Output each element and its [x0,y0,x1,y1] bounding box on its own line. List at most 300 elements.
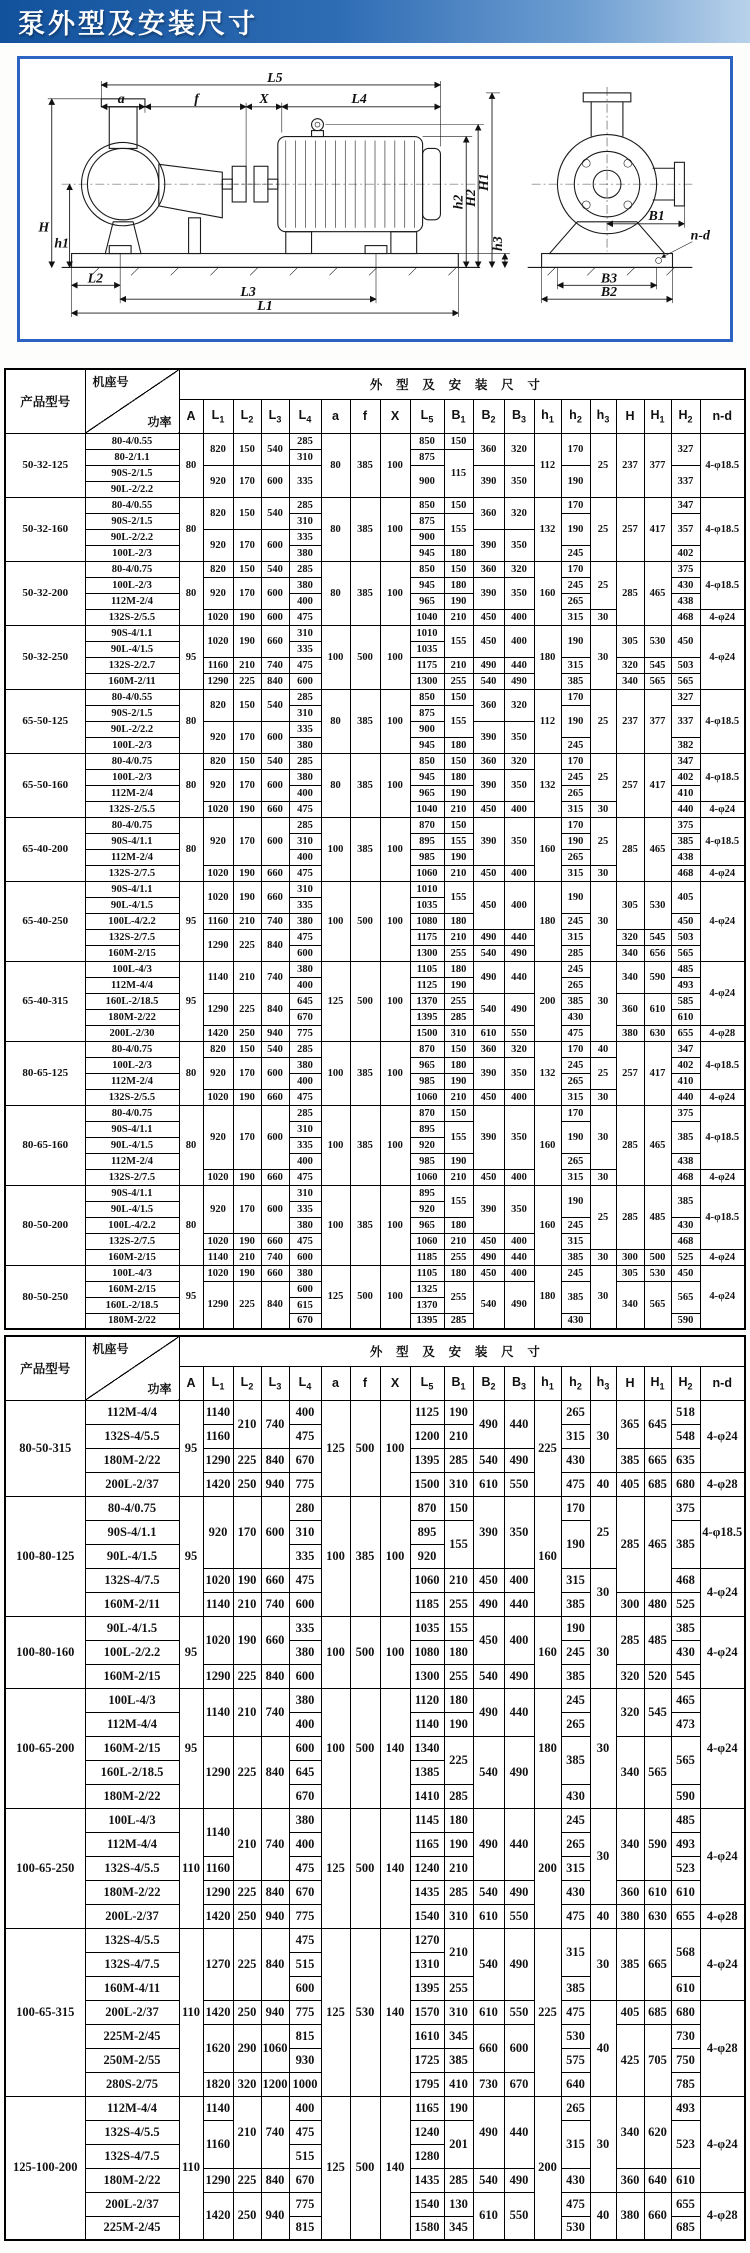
dim-value-cell: 1140 [203,1249,233,1265]
dim-value-cell: 895 [410,1121,444,1137]
dim-value-cell: 600 [289,945,321,961]
dim-value-cell: 400 [289,1712,321,1736]
dim-value-cell: 600 [261,1057,289,1089]
header-product-model: 产品型号 [5,369,85,433]
dim-value-cell: 645 [644,1400,671,1448]
dim-value-cell: 475 [289,1169,321,1185]
dim-value-cell: 490 [473,2096,504,2168]
dim-value-cell: 335 [289,1544,321,1568]
frame-power-cell: 100L-4/3 [85,961,179,977]
dim-value-cell: 347 [671,1041,700,1057]
dim-value-cell: 30 [590,2096,616,2192]
frame-power-cell: 90S-4/1.1 [85,625,179,641]
dim-value-cell: 30 [590,1616,616,1688]
dim-value-cell: 600 [261,1105,289,1169]
dim-value-cell: 300 [616,1592,644,1616]
dim-value-cell: 402 [671,1057,700,1073]
dim-value-cell: 660 [261,801,289,817]
dim-value-cell: 30 [590,625,616,689]
dim-value-cell: 100 [380,753,410,817]
dim-value-cell: 655 [671,1025,700,1041]
dim-value-cell: 1175 [410,929,444,945]
dim-value-cell: 670 [504,2072,534,2096]
dim-value-cell: 380 [289,577,321,593]
dim-value-cell: 255 [444,993,473,1009]
dim-value-cell: 155 [444,625,473,657]
dim-value-cell: 350 [504,1105,534,1169]
dim-value-cell: 565 [644,1736,671,1808]
dim-value-cell: 190 [233,801,261,817]
dim-value-cell: 95 [179,1496,203,1616]
dim-value-cell: 400 [504,1265,534,1281]
frame-power-cell: 112M-4/4 [85,977,179,993]
frame-power-cell: 90L-4/1.5 [85,1544,179,1568]
dim-value-cell: 540 [261,689,289,721]
dim-value-cell: 870 [410,1496,444,1520]
dim-value-cell: 1080 [410,1640,444,1664]
frame-power-cell: 90S-2/1.5 [85,465,179,481]
dim-value-cell: 610 [644,993,671,1025]
dim-value-cell: 210 [444,657,473,673]
dim-value-cell: 360 [473,753,504,769]
dim-value-cell: 180 [534,625,561,689]
dim-value-cell: 1540 [410,1904,444,1928]
dim-value-cell: 1060 [410,1568,444,1592]
dim-value-cell: 530 [644,881,671,929]
dim-value-cell: 940 [261,2000,289,2024]
dim-value-cell: 965 [410,593,444,609]
dim-value-cell: 245 [561,1808,590,1832]
dim-value-cell: 265 [561,1400,590,1424]
dim-value-cell: 100 [380,497,410,561]
dim-value-cell: 850 [410,497,444,513]
dim-value-cell: 380 [616,2192,644,2240]
dim-value-cell: 417 [644,1041,671,1105]
dim-value-cell: 1000 [289,2072,321,2096]
dim-value-cell: 600 [261,609,289,625]
dim-value-cell: 380 [289,545,321,561]
frame-power-cell: 160M-4/11 [85,1976,179,2000]
dim-value-cell: 30 [590,961,616,1041]
dim-value-cell: 870 [410,1041,444,1057]
dim-value-cell: 125 [321,1400,350,1496]
dim-value-cell: 775 [289,2192,321,2216]
dim-value-cell: 1200 [261,2072,289,2096]
dim-value-cell: 875 [410,449,444,465]
dim-value-cell: 840 [261,1736,289,1808]
dim-value-cell: 100 [321,817,350,881]
dim-value-cell: 840 [261,1281,289,1329]
dim-value-cell: 670 [289,1880,321,1904]
dim-value-cell: 190 [444,1712,473,1736]
dim-value-cell: 380 [289,769,321,785]
header-col-H2: $H_2$ [671,1366,700,1400]
dim-value-cell: 670 [289,1784,321,1808]
dim-value-cell: 132 [534,497,561,561]
dim-value-cell: 315 [561,1089,590,1105]
dim-value-cell: 400 [289,1832,321,1856]
dim-value-cell: 390 [473,1185,504,1233]
dim-value-cell: 4-φ24 [700,2096,745,2192]
frame-power-cell: 160L-2/18.5 [85,993,179,1009]
dim-value-cell: 225 [233,2168,261,2192]
frame-power-cell: 100L-2/3 [85,769,179,785]
dim-value-cell: 600 [261,465,289,497]
dim-value-cell: 965 [410,1217,444,1233]
dim-value-cell: 405 [671,881,700,913]
dim-value-cell: 320 [616,657,644,673]
dim-value-cell: 385 [671,1185,700,1217]
header-col-L4: $L_4$ [289,1366,321,1400]
frame-power-cell: 160M-2/15 [85,1736,179,1760]
dim-value-cell: 740 [261,961,289,993]
frame-power-cell: 90L-2/2.2 [85,529,179,545]
dim-value-cell: 80 [321,689,350,753]
dim-value-cell: 4-φ24 [700,1928,745,2000]
dim-value-cell: 550 [504,2000,534,2024]
dim-value-cell: 4-φ18.5 [700,689,745,753]
dim-value-cell: 1035 [410,1616,444,1640]
dim-value-cell: 440 [504,961,534,993]
dim-value-cell: 385 [671,833,700,849]
dim-value-cell: 210 [233,913,261,929]
dim-value-cell: 985 [410,849,444,865]
dim-value-cell: 225 [233,1281,261,1329]
dim-value-cell: 210 [233,657,261,673]
dim-value-cell: 400 [289,593,321,609]
dim-value-cell: 1185 [410,1592,444,1616]
dim-value-cell: 25 [590,433,616,497]
dim-value-cell: 600 [261,817,289,865]
dim-value-cell: 80 [321,433,350,497]
dim-value-cell: 245 [561,545,590,561]
dim-value-cell: 257 [616,497,644,561]
frame-power-cell: 132S-2/7.5 [85,865,179,881]
dim-value-cell: 100 [380,433,410,497]
dim-value-cell: 4-φ18.5 [700,433,745,497]
dim-value-cell: 285 [616,1616,644,1664]
dim-label-L2: L2 [87,271,104,287]
dim-value-cell: 350 [504,817,534,865]
header-col-L2: $L_2$ [233,399,261,433]
dim-value-cell: 485 [671,961,700,977]
dim-value-cell: 610 [473,1025,504,1041]
frame-power-cell: 200L-2/37 [85,1472,179,1496]
dim-value-cell: 25 [590,689,616,753]
dim-value-cell: 1125 [410,977,444,993]
dim-value-cell: 385 [350,1496,380,1616]
frame-power-cell: 112M-4/4 [85,1832,179,1856]
dim-value-cell: 100 [380,817,410,881]
header-col-B2: $B_2$ [473,399,504,433]
dim-value-cell: 95 [179,1400,203,1496]
dim-value-cell: 100 [380,689,410,753]
product-model-cell: 80-50-200 [5,1185,85,1265]
frame-power-cell: 80-4/0.75 [85,817,179,833]
dim-value-cell: 1570 [410,2000,444,2024]
dim-value-cell: 1160 [203,657,233,673]
dim-value-cell: 4-φ28 [700,1472,745,1496]
dim-value-cell: 490 [504,2168,534,2192]
dim-value-cell: 310 [444,1472,473,1496]
header-col-h2: $h_2$ [561,1366,590,1400]
dim-value-cell: 380 [616,1904,644,1928]
dim-value-cell: 320 [504,561,534,577]
dim-value-cell: 4-φ24 [700,865,745,881]
dim-value-cell: 190 [561,833,590,849]
dim-value-cell: 438 [671,1153,700,1169]
dim-value-cell: 265 [561,1832,590,1856]
dim-value-cell: 1620 [203,2024,233,2072]
frame-power-cell: 90L-4/1.5 [85,1616,179,1640]
dim-value-cell: 250 [233,2192,261,2240]
dim-value-cell: 660 [261,1233,289,1249]
dim-value-cell: 1105 [410,1265,444,1281]
dim-value-cell: 320 [504,753,534,769]
dim-value-cell: 210 [233,961,261,993]
dim-value-cell: 475 [561,2000,590,2024]
product-model-cell: 100-80-160 [5,1616,85,1688]
dim-value-cell: 245 [561,1265,590,1281]
dim-value-cell: 1040 [410,609,444,625]
dim-value-cell: 610 [473,2000,504,2024]
dim-value-cell: 850 [410,433,444,449]
dim-value-cell: 630 [644,1025,671,1041]
dim-value-cell: 210 [233,1808,261,1880]
dim-value-cell: 170 [233,769,261,801]
dim-value-cell: 740 [261,2096,289,2168]
dim-value-cell: 540 [261,753,289,769]
dim-value-cell: 450 [473,1616,504,1664]
dim-value-cell: 210 [233,1249,261,1265]
dim-value-cell: 400 [504,1233,534,1249]
frame-power-cell: 160M-2/11 [85,673,179,689]
dim-value-cell: 335 [289,721,321,737]
dim-value-cell: 285 [289,753,321,769]
dim-value-cell: 4-φ24 [700,1169,745,1185]
dim-value-cell: 503 [671,657,700,673]
dim-value-cell: 350 [504,1057,534,1089]
dim-value-cell: 390 [473,1057,504,1089]
dim-value-cell: 490 [504,1736,534,1808]
dim-value-cell: 210 [444,801,473,817]
dim-value-cell: 245 [561,1217,590,1233]
dim-value-cell: 225 [534,1928,561,2096]
dim-value-cell: 400 [504,865,534,881]
dim-value-cell: 380 [289,961,321,977]
dim-value-cell: 385 [350,497,380,561]
dim-value-cell: 680 [671,1472,700,1496]
dim-value-cell: 920 [203,721,233,753]
dim-value-cell: 245 [561,1057,590,1073]
dim-value-cell: 450 [473,625,504,657]
dim-value-cell: 465 [644,1496,671,1592]
dim-value-cell: 1370 [410,1297,444,1313]
dim-value-cell: 1020 [203,1616,233,1664]
dim-value-cell: 385 [444,2048,473,2072]
frame-power-cell: 180M-2/22 [85,1009,179,1025]
dim-value-cell: 180 [444,1640,473,1664]
dim-value-cell: 660 [644,2192,671,2240]
dim-value-cell: 485 [671,1808,700,1832]
dim-value-cell: 900 [410,465,444,497]
dim-value-cell: 385 [350,1041,380,1105]
dim-value-cell: 155 [444,1121,473,1153]
dim-value-cell: 110 [179,1928,203,2096]
dim-value-cell: 600 [289,1664,321,1688]
dim-value-cell: 640 [561,2072,590,2096]
dim-value-cell: 265 [561,593,590,609]
dim-value-cell: 30 [590,1169,616,1185]
dim-value-cell: 400 [504,801,534,817]
dim-value-cell: 400 [289,1400,321,1424]
dim-value-cell: 490 [504,673,534,689]
dim-value-cell: 385 [561,993,590,1009]
dim-value-cell: 4-φ24 [700,1249,745,1265]
frame-power-cell: 90L-4/1.5 [85,641,179,657]
dim-value-cell: 285 [289,433,321,449]
dim-value-cell: 475 [289,609,321,625]
dim-value-cell: 440 [504,1592,534,1616]
dim-value-cell: 1420 [203,2192,233,2240]
frame-power-cell: 90S-4/1.1 [85,881,179,897]
dim-value-cell: 1020 [203,881,233,913]
dim-value-cell: 600 [289,1976,321,2000]
dim-value-cell: 225 [233,1736,261,1808]
dim-value-cell: 380 [289,1688,321,1712]
dim-value-cell: 350 [504,721,534,753]
dim-value-cell: 110 [179,2096,203,2240]
dim-value-cell: 940 [261,2192,289,2240]
dim-value-cell: 25 [590,1185,616,1249]
dim-value-cell: 140 [380,2096,410,2240]
dim-value-cell: 840 [261,1664,289,1688]
dim-value-cell: 520 [644,1664,671,1688]
product-model-cell: 80-50-315 [5,1400,85,1496]
dim-value-cell: 110 [179,1808,203,1928]
frame-power-cell: 100L-4/3 [85,1808,179,1832]
dim-value-cell: 25 [590,561,616,609]
dim-value-cell: 225 [233,929,261,961]
dim-value-cell: 315 [561,1169,590,1185]
product-model-cell: 100-65-315 [5,1928,85,2096]
dim-value-cell: 1540 [410,2192,444,2216]
dim-value-cell: 1060 [410,1089,444,1105]
header-dimensions-title: 外型及安装尺寸 [179,1336,745,1366]
dim-value-cell: 545 [644,657,671,673]
dim-value-cell: 540 [261,497,289,529]
dim-value-cell: 377 [644,433,671,497]
dim-value-cell: 815 [289,2024,321,2048]
dim-value-cell: 450 [473,865,504,881]
dim-value-cell: 4-φ18.5 [700,1496,745,1568]
frame-power-cell: 160M-2/15 [85,1281,179,1297]
dim-value-cell: 30 [590,1105,616,1169]
dim-value-cell: 335 [289,1137,321,1153]
dim-value-cell: 210 [233,1688,261,1736]
dim-value-cell: 190 [444,1400,473,1424]
dim-value-cell: 315 [561,1856,590,1880]
dim-value-cell: 565 [671,1281,700,1313]
dim-value-cell: 840 [261,2168,289,2192]
dim-value-cell: 245 [561,769,590,785]
dim-value-cell: 390 [473,1496,504,1568]
dim-value-cell: 30 [590,609,616,625]
dim-value-cell: 1060 [410,865,444,881]
dim-value-cell: 540 [473,945,504,961]
dim-value-cell: 1040 [410,801,444,817]
dim-value-cell: 360 [473,689,504,721]
dim-value-cell: 610 [671,1976,700,2000]
dim-value-cell: 150 [444,753,473,769]
dim-value-cell: 1240 [410,2120,444,2144]
dim-value-cell: 1060 [410,1169,444,1185]
header-col-n-d: n-d [700,1366,745,1400]
dim-value-cell: 660 [261,1169,289,1185]
header-frame-label: 机座号 [92,375,129,389]
header-col-f: f [350,1366,380,1400]
frame-power-cell: 200L-2/37 [85,1904,179,1928]
dim-value-cell: 600 [261,529,289,561]
dim-value-cell: 180 [444,545,473,561]
dim-value-cell: 100 [380,1496,410,1616]
dim-value-cell: 340 [616,2096,644,2168]
dim-value-cell: 170 [233,1185,261,1233]
dim-value-cell: 170 [233,721,261,753]
dim-value-cell: 475 [561,1904,590,1928]
dim-value-cell: 265 [561,977,590,993]
dim-value-cell: 1140 [203,1808,233,1856]
frame-power-cell: 132S-4/5.5 [85,2120,179,2144]
frame-power-cell: 80-4/0.55 [85,689,179,705]
header-col-h2: $h_2$ [561,399,590,433]
dim-value-cell: 540 [473,1736,504,1808]
frame-power-cell: 112M-4/4 [85,1400,179,1424]
dim-value-cell: 850 [410,689,444,705]
product-model-cell: 125-100-200 [5,2096,85,2240]
dim-value-cell: 473 [671,1712,700,1736]
frame-power-cell: 90S-2/1.5 [85,513,179,529]
dim-value-cell: 740 [261,913,289,929]
dim-value-cell: 440 [504,1400,534,1448]
dim-value-cell: 610 [671,2168,700,2192]
dim-value-cell: 475 [289,1928,321,1952]
dim-value-cell: 655 [671,1904,700,1928]
dim-value-cell: 410 [444,2072,473,2096]
dim-value-cell: 190 [233,881,261,913]
dim-value-cell: 685 [671,2216,700,2240]
dim-value-cell: 875 [410,705,444,721]
dim-value-cell: 840 [261,929,289,961]
dim-value-cell: 225 [444,1736,473,1784]
header-col-H1: $H_1$ [644,1366,671,1400]
dim-value-cell: 190 [444,849,473,865]
dim-value-cell: 610 [671,1880,700,1904]
dim-value-cell: 490 [504,1880,534,1904]
dim-value-cell: 315 [561,1233,590,1249]
frame-power-cell: 100L-4/2.2 [85,1217,179,1233]
dim-value-cell: 210 [444,1424,473,1448]
dim-value-cell: 1500 [410,1472,444,1496]
dim-value-cell: 385 [561,1664,590,1688]
frame-power-cell: 80-4/0.75 [85,1105,179,1121]
dim-value-cell: 170 [561,433,590,465]
frame-power-cell: 132S-4/7.5 [85,2144,179,2168]
dim-value-cell: 290 [233,2024,261,2072]
dim-value-cell: 170 [233,1105,261,1169]
dim-value-cell: 430 [561,1784,590,1808]
dim-value-cell: 1395 [410,1313,444,1329]
